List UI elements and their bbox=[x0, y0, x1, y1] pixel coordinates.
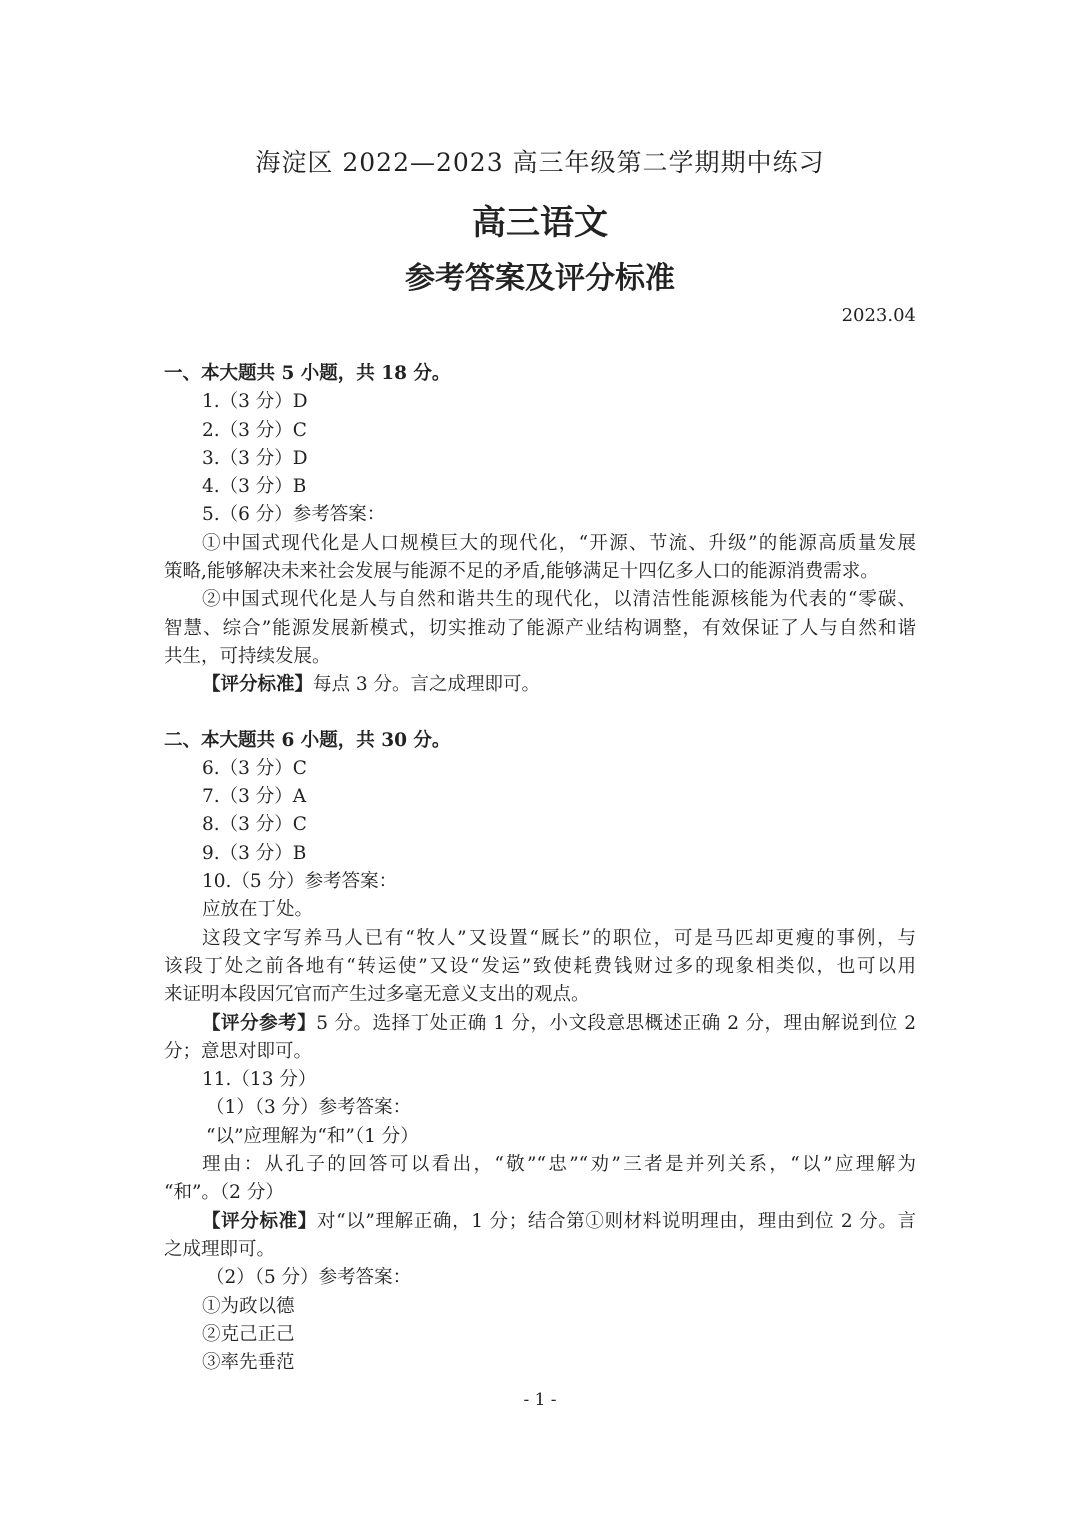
grading-label: 【评分参考】 bbox=[202, 1012, 317, 1034]
answer-line bbox=[164, 1151, 916, 1179]
line-text: 8.（3 分）C bbox=[202, 814, 307, 836]
answer-line bbox=[164, 388, 916, 416]
answer-line bbox=[164, 1349, 916, 1377]
answer-line bbox=[164, 501, 916, 529]
line-text: 来证明本段因冗官而产生过多毫无意义支出的观点。 bbox=[164, 984, 590, 1006]
line-text: 2.（3 分）C bbox=[202, 419, 307, 441]
line-text: （1）（3 分）参考答案： bbox=[206, 1097, 412, 1119]
answer-line bbox=[164, 445, 916, 473]
answer-line bbox=[164, 643, 916, 671]
answer-line bbox=[164, 671, 916, 699]
answer-line bbox=[164, 1094, 916, 1122]
answer-line bbox=[164, 868, 916, 896]
grading-label: 【评分标准】 bbox=[202, 1210, 317, 1232]
line-text: 共生，可持续发展。 bbox=[164, 645, 331, 667]
line-text: 1.（3 分）D bbox=[202, 391, 308, 413]
exam-title: 海淀区 2022—2023 高三年级第二学期期中练习 bbox=[255, 148, 825, 177]
answer-line bbox=[164, 1236, 916, 1264]
line-text: ②克己正己 bbox=[202, 1323, 295, 1345]
answer-line bbox=[164, 1066, 916, 1094]
answer-line bbox=[164, 925, 916, 953]
line-text: 4.（3 分）B bbox=[202, 476, 307, 498]
line-text: 6.（3 分）C bbox=[202, 757, 307, 779]
line-text: “和”。（2 分） bbox=[164, 1182, 284, 1204]
answer-line bbox=[164, 755, 916, 783]
answer-line bbox=[164, 417, 916, 445]
subject-title: 高三语文 bbox=[472, 203, 608, 243]
answer-line bbox=[164, 1038, 916, 1066]
line-text: 该段丁处之前各地有“转运使”又设“发运”致使耗费钱财过多的现象相类似，也可以用 bbox=[164, 955, 916, 977]
answer-line bbox=[164, 783, 916, 811]
line-text: 9.（3 分）B bbox=[202, 842, 307, 864]
answer-line bbox=[164, 896, 916, 924]
line-text: ②中国式现代化是人与自然和谐共生的现代化，以清洁性能源核能为代表的“零碳、 bbox=[202, 589, 916, 611]
document-title: 参考答案及评分标准 bbox=[405, 261, 675, 296]
answer-line bbox=[164, 530, 916, 558]
answer-line bbox=[164, 981, 916, 1009]
answer-line bbox=[164, 1179, 916, 1207]
answer-line bbox=[164, 1208, 916, 1236]
answer-line bbox=[164, 811, 916, 839]
line-text: 每点 3 分。言之成理即可。 bbox=[313, 674, 541, 696]
answer-line bbox=[164, 840, 916, 868]
line-text: 之成理即可。 bbox=[164, 1238, 276, 1260]
line-text: 这段文字写养马人已有“牧人”又设置“厩长”的职位，可是马匹却更瘦的事例，与 bbox=[202, 927, 916, 949]
grading-label: 【评分标准】 bbox=[202, 674, 314, 696]
line-text: 3.（3 分）D bbox=[202, 447, 308, 469]
answer-body bbox=[164, 360, 916, 1377]
line-text: 5 分。选择丁处正确 1 分，小文段意思概述正确 2 分，理由解说到位 2 bbox=[316, 1012, 916, 1034]
line-text: （2）（5 分）参考答案： bbox=[206, 1267, 412, 1289]
section-gap bbox=[164, 700, 916, 727]
line-text: 对“以”理解正确，1 分；结合第①则材料说明理由，理由到位 2 分。言 bbox=[316, 1210, 916, 1232]
line-text: 分；意思对即可。 bbox=[164, 1040, 313, 1062]
line-text: ③率先垂范 bbox=[202, 1352, 295, 1374]
section-heading: 二、本大题共 6 小题，共 30 分。 bbox=[164, 729, 451, 751]
section-heading: 一、本大题共 5 小题，共 18 分。 bbox=[164, 363, 451, 384]
answer-line bbox=[164, 1321, 916, 1349]
answer-line bbox=[164, 473, 916, 501]
answer-line bbox=[164, 1264, 916, 1292]
answer-line bbox=[164, 1123, 916, 1151]
document-date: 2023.04 bbox=[841, 305, 916, 326]
line-text: 11.（13 分） bbox=[202, 1069, 317, 1091]
line-text: 理由：从孔子的回答可以看出，“敬”“忠”“劝”三者是并列关系，“以”应理解为 bbox=[202, 1154, 916, 1176]
line-text: 智慧、综合”能源发展新模式，切实推动了能源产业结构调整，有效保证了人与自然和谐 bbox=[164, 617, 916, 639]
answer-line bbox=[164, 586, 916, 614]
line-text: 5.（6 分）参考答案： bbox=[202, 504, 386, 526]
line-text: 10.（5 分）参考答案： bbox=[202, 871, 398, 893]
page-number: - 1 - bbox=[523, 1390, 557, 1410]
line-text: ①为政以德 bbox=[202, 1295, 295, 1317]
answer-line bbox=[164, 1293, 916, 1321]
answer-line bbox=[164, 953, 916, 981]
answer-line bbox=[164, 615, 916, 643]
line-text: ①中国式现代化是人口规模巨大的现代化，“开源、节流、升级”的能源高质量发展 bbox=[202, 532, 916, 554]
answer-line bbox=[164, 1010, 916, 1038]
line-text: 策略,能够解决未来社会发展与能源不足的矛盾,能够满足十四亿多人口的能源消费需求。 bbox=[164, 561, 879, 583]
line-text: “以”应理解为“和”（1 分） bbox=[206, 1125, 419, 1147]
answer-line bbox=[164, 558, 916, 586]
line-text: 应放在丁处。 bbox=[202, 899, 314, 921]
line-text: 7.（3 分）A bbox=[202, 786, 307, 808]
